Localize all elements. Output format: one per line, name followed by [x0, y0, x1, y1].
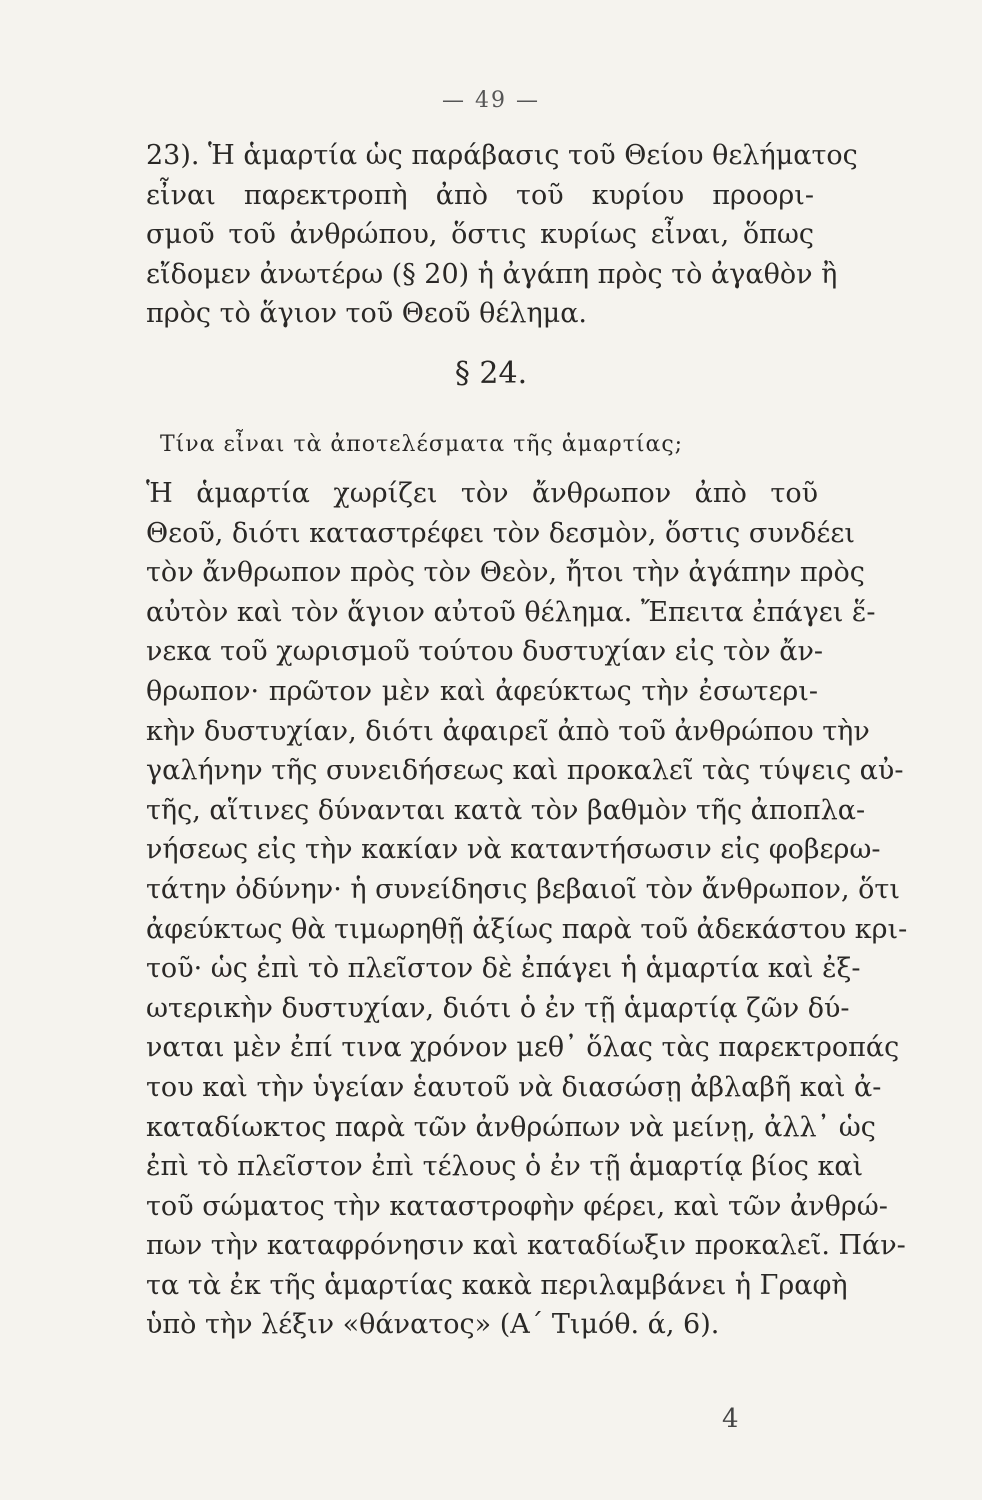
text-line: θρωπον· πρῶτον μὲν καὶ ἀφεύκτως τὴν ἐσωτερι-: [146, 675, 818, 707]
section-question: Τίνα εἶναι τὰ ἀποτελέσματα τῆς ἁμαρτίας;: [160, 432, 684, 457]
text-line: νήσεως εἰς τὴν κακίαν νὰ καταντήσωσιν εἰς φοβερω-: [146, 834, 881, 866]
text-line: ναται μὲν ἐπί τινα χρόνον μεθ᾽ ὅλας τὰς παρεκτροπάς: [146, 1032, 900, 1064]
text-line: ἀφεύκτως θὰ τιμωρηθῇ ἀξίως παρὰ τοῦ ἀδεκάστου κρι-: [146, 913, 908, 945]
text-line: τα τὰ ἐκ τῆς ἁμαρτίας κακὰ περιλαμβάνει ἡ Γραφὴ: [146, 1269, 848, 1301]
text-line: του καὶ τὴν ὑγείαν ἑαυτοῦ νὰ διασώσῃ ἀβλαβῆ καὶ ἀ-: [146, 1071, 882, 1103]
text-line: σμοῦ τοῦ ἀνθρώπου, ὅστις κυρίως εἶναι, ὅπως: [146, 219, 814, 251]
text-line: γαλήνην τῆς συνειδήσεως καὶ προκαλεῖ τὰς τύψεις αὐ-: [146, 755, 904, 787]
text-line: κὴν δυστυχίαν, διότι ἀφαιρεῖ ἀπὸ τοῦ ἀνθρώπου τὴν: [146, 715, 870, 747]
text-line: εἶναι παρεκτροπὴ ἀπὸ τοῦ κυρίου προορι-: [146, 179, 814, 211]
text-line: Θεοῦ, διότι καταστρέφει τὸν δεσμὸν, ὅστις συνδέει: [146, 517, 855, 549]
text-line: ὑπὸ τὴν λέξιν «θάνατος» (Α΄ Τιμόθ. ά, 6).: [146, 1309, 720, 1341]
text-line: τάτην ὀδύνην· ἡ συνείδησις βεβαιοῖ τὸν ἄνθρωπον, ὅτι: [146, 873, 900, 905]
text-line: 23). Ἡ ἁμαρτία ὡς παράβασις τοῦ Θείου θελήματος: [146, 140, 858, 171]
paragraph-23: [146, 136, 858, 334]
text-line: νεκα τοῦ χωρισμοῦ τούτου δυστυχίαν εἰς τὸν ἄν-: [146, 636, 824, 668]
running-head: — 49 —: [442, 88, 540, 113]
text-line: Ἡ ἁμαρτία χωρίζει τὸν ἄνθρωπον ἀπὸ τοῦ: [146, 478, 818, 509]
text-line: τοῦ σώματος τὴν καταστροφὴν φέρει, καὶ τῶν ἀνθρώ-: [146, 1190, 888, 1222]
text-line: πων τὴν καταφρόνησιν καὶ καταδίωξιν προκαλεῖ. Πάν-: [146, 1230, 906, 1262]
section-heading: § 24.: [454, 356, 528, 391]
text-line: αὐτὸν καὶ τὸν ἅγιον αὐτοῦ θέλημα. Ἔπειτα ἐπάγει ἕ-: [146, 596, 876, 628]
text-line: ἐπὶ τὸ πλεῖστον ἐπὶ τέλους ὁ ἐν τῇ ἁμαρτίᾳ βίος καὶ: [146, 1151, 864, 1183]
text-line: καταδίωκτος παρὰ τῶν ἀνθρώπων νὰ μείνῃ, ἀλλ᾽ ὡς: [146, 1111, 876, 1143]
text-line: τῆς, αἵτινες δύνανται κατὰ τὸν βαθμὸν τῆς ἀποπλα-: [146, 794, 866, 826]
text-line: τὸν ἄνθρωπον πρὸς τὸν Θεὸν, ἤτοι τὴν ἀγάπην πρὸς: [146, 557, 865, 589]
text-line: ωτερικὴν δυστυχίαν, διότι ὁ ἐν τῇ ἁμαρτίᾳ ζῶν δύ-: [146, 992, 850, 1024]
text-line: τοῦ· ὡς ἐπὶ τὸ πλεῖστον δὲ ἐπάγει ἡ ἁμαρτία καὶ ἐξ-: [146, 953, 861, 985]
text-line: πρὸς τὸ ἅγιον τοῦ Θεοῦ θέλημα.: [146, 298, 588, 330]
text-line: εἴδομεν ἀνωτέρω (§ 20) ἡ ἀγάπη πρὸς τὸ ἀγαθὸν ἢ: [146, 258, 838, 290]
signature-mark: 4: [722, 1404, 739, 1434]
paragraph-24: [146, 474, 908, 1345]
